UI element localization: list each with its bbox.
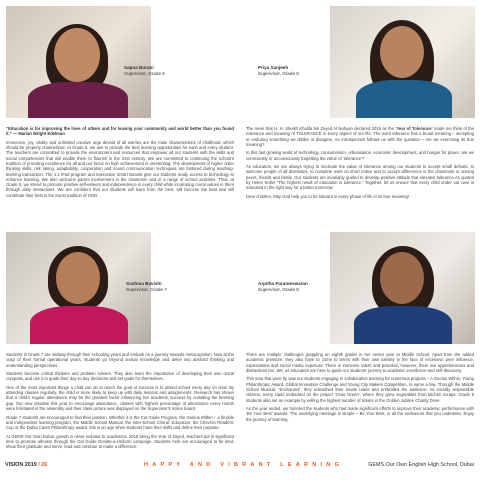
footer-vision <box>5 462 47 468</box>
paragraph: Students in Grade 7 are midway through their schooling years and embark on a journey towards metacognition. Now at the cusp of their formal operational years, students go beyond textual knowledge and delve into abstract thinking and understanding perspectives. <box>6 352 234 368</box>
photo-sapna-burani <box>6 6 151 118</box>
quote: “Education is for improving the lives of others and for leaving your community and world better than you found it.” — Marian Wright Edelman <box>6 126 234 137</box>
paragraph: Innocence, joy, vitality and unlimited creative urge devoid of all worries are the main characteristics of childhood, which should be properly channelized. At Grade 5, we aim to provide the best learning opportunities for each and every student. The teachers are committed to provide the environment and resources that empower all our students with the skills and social competencies that will enable them to flourish in the 21st century. We are committed to continuing the school’s tradition of providing excellence for all and our focus on high achievement is unrelenting. The development of higher order thinking skills, risk taking, adaptability, cooperation and sound communication techniques are fostered during teaching-learning transaction. The 1:1 iPad program and interactive Smart Boards give our students ready access to technology to enhance learning. We also welcome parent involvement in the classroom and in a range of school activities. Thus, at Grade 5, we intend to promote positive self-esteem and independence in every child while inculcating moral values in them through daily interactions. We are confident that our students will learn from the best, will become the best and will contribute their best in the truest tradition of OOD. <box>6 139 234 198</box>
paragraph: One of the most important things a child can do to reach the goal of success is to attend school every day on time! By attending classes regularly, the child is more likely to keep up with daily lessons and assignments. Research has shown that a child’s regular attendance may be the greatest factor influencing her academic success by curtailing the learning gap. Our new initiative this year to encourage attendance, classes with highest percentage of attendance every month were felicitated in the assembly and their class picture was displayed on the Supervisor’s notice board. <box>6 384 234 412</box>
page-footer <box>0 460 480 474</box>
caption-teacher-2 <box>258 65 299 77</box>
caption-teacher-3 <box>126 281 167 293</box>
paragraph: There are multiple challenges grappling an eighth grader in her senior year at Middle School. Apart from the added academic pressure, they also have to come to terms with their own identity in the face of excessive peer influence, expectations and social media exposure. There is immense talent and potential, however, there are apprehensions and distractions too. We, as educators are here to guide our students’ journey to academic excellence and self-discovery. <box>246 352 474 373</box>
teacher-name: Arpitha Parameswaran <box>258 281 308 286</box>
paragraph: Grade 7 students are encouraged to find their passion. Whether it is the Cut Guide Program, the Genius Within – a flexible and independent learning program, the Middle School Musical, the Inter-School Choral: Education, the Chevron Readers’ Cup or the Dubai Cares Philanthropy award, this is an age when students hone their skills and define their purpose. <box>6 414 234 431</box>
teacher-role: Supervisor, Grade 8 <box>258 287 299 292</box>
teacher-name: Sapna Burani <box>124 65 154 70</box>
paragraph: At GEMS Our Own Dubai, growth is never isolated to academics. 2018 being the Year of Zayed, teachers put in significant time to promote altruism through the Girl Guide Donate-a-Uniform campaign. Students here are encouraged to be kind, show their gratitude and serve, lead and continue to make a difference. <box>6 433 234 450</box>
paragraph: As the year ended, we honored the students who had made significant efforts to improve their academic performance with ‘Be Your Best’ awards. The underlying message is simple – Be Your Best, in all the endeavors that you undertake. Enjoy the journey of learning. <box>246 406 474 422</box>
photo-priya-sanjeeh <box>330 6 475 118</box>
teacher-name: Sushma Bavishi <box>126 281 162 286</box>
footer-school-name: GEMS Our Own English High School, Dubai <box>368 462 474 468</box>
article-grade-5 <box>6 126 234 218</box>
paragraph: Dear children, May God help you to be tolerant in every phase of life in its true meaning! <box>246 193 409 199</box>
teacher-role: Supervisor, Grade 6 <box>258 71 299 76</box>
year-of-tolerance: ‘Year of Tolerance’ <box>395 126 433 131</box>
paragraph: Students become critical thinkers and problem solvers. They also learn the importance of developing their own moral compass, and use it to guide their day-to-day decisions and set goals for themselves. <box>6 371 234 382</box>
footer-tagline: HAPPY AND VIBRANT LEARNING <box>144 462 344 468</box>
paragraph <box>246 126 474 147</box>
photo-arpitha-parameswaran <box>330 232 475 344</box>
text-span: made me think of the relevance and meaning of TOLERANCE in every aspect of our life. The word tolerance has a broad meaning – accepting or enduring something we dislike or disagree. An introspection follows us with the question – Are we exercising its true meaning? <box>246 126 474 147</box>
teacher-role: Supervisor, Grade 7 <box>126 287 167 292</box>
article-grade-8 <box>246 352 474 456</box>
caption-teacher-4 <box>258 281 308 293</box>
teacher-role: Supervisor, Grade 5 <box>124 71 165 76</box>
paragraph: As educators, we are always trying to inculcate the value of tolerance among our students to accept small defeats, to welcome people of all diversities, to complete work on short notice and to accept differences in the classroom or among peers, friends and family. Our students are invariably guided to develop positive attitude that elevates tolerance.As quoted by Helen Keller “The highest result of education is tolerance.” Together, let us ensure that every child under our care is educated in the right way for a better tomorrow. <box>246 164 474 191</box>
article-grade-7 <box>6 352 234 456</box>
teacher-name: Priya Sanjeeh <box>258 65 289 70</box>
paragraph: In this fast growing world of technology, consumerism, urbanisation, economic development, and hunger for power, are we consciously or unconsciously forgetting the virtue of ‘tolerance’? <box>246 150 474 161</box>
text-span: The news that H. H. Sheikh Khalifa bin Zayed Al Nahyan declared 2019 as the <box>246 126 396 131</box>
caption-teacher-1 <box>124 65 165 77</box>
paragraph: This year that went by saw our students engaging in collaborative learning for numerous projects – A Genius Within, Young Philanthropic Award, Global Innovation Challenge and Young City Makers Competition, to name a few. Through the Middle School Musical, ‘Enchanted’, they unleashed their innate talent and enthralled the audience. As socially responsible citizens, every class embarked on the project ‘Grow Green’, where they grew vegetables from kitchen scraps. Grade 8 students also set an example by selling the highest number of tickets in the Golden Jubilee Charity Drive. <box>246 376 474 403</box>
article-grade-6 <box>246 126 474 218</box>
page-number: / 26 <box>38 462 48 468</box>
footer-vision-label: VISION 2019 <box>5 462 37 468</box>
